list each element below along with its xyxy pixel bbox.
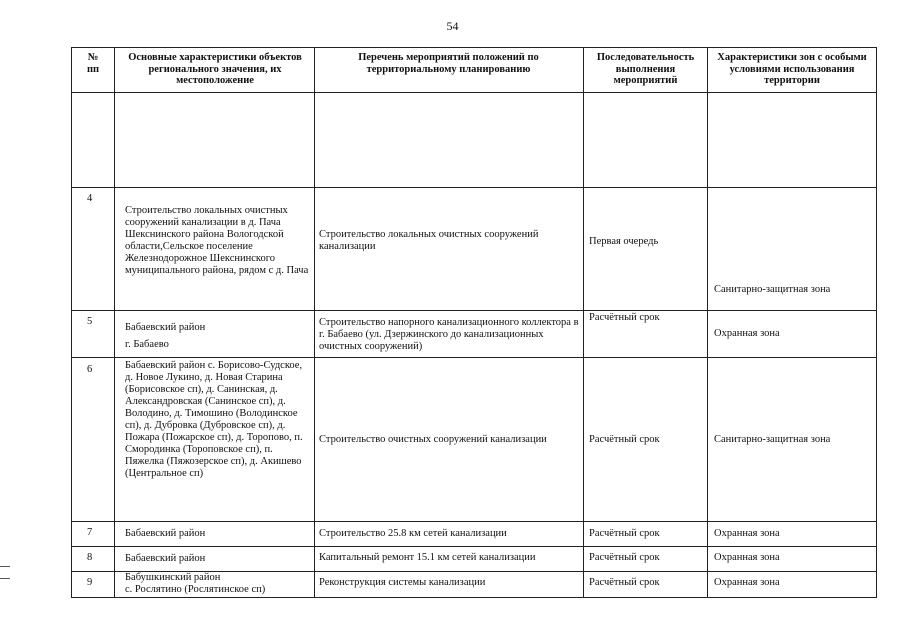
row-num: 5 (87, 316, 93, 327)
row-measure: Строительство локальных очистных сооружений канализации (319, 229, 539, 252)
row-num: 6 (87, 364, 93, 375)
row-sequence: Расчётный срок (589, 552, 660, 563)
row-measure: Строительство 25.8 км сетей канализации (319, 528, 507, 539)
margin-mark (0, 578, 10, 579)
row-sequence: Расчётный срок (589, 434, 660, 445)
row-num: 9 (87, 577, 93, 588)
header-zones: Характеристики зон с особыми условиями использования территории (717, 52, 867, 86)
row-measure: Реконструкция системы канализации (319, 577, 486, 588)
row-measure: Строительство напорного канализационного коллектора в г. Бабаево (ул. Дзержинского до канализационных очистных сооружений) (319, 317, 579, 352)
header-num: № пп (86, 52, 100, 75)
row-measure: Капитальный ремонт 15.1 км сетей канализации (319, 552, 536, 563)
planning-table (71, 47, 877, 598)
row-object-line2: г. Бабаево (125, 339, 169, 350)
margin-mark (0, 566, 10, 567)
row-object: Бабаевский район (125, 528, 206, 539)
row-zone: Охранная зона (714, 552, 780, 563)
row-zone: Охранная зона (714, 328, 780, 339)
row-zone: Охранная зона (714, 577, 780, 588)
row-object-line1: Бабушкинский район (125, 572, 221, 583)
row-sequence: Первая очередь (589, 236, 659, 247)
row-sequence: Расчётный срок (589, 312, 660, 323)
header-sequence: Последовательность выполнения мероприятий (596, 52, 695, 86)
row-zone: Охранная зона (714, 528, 780, 539)
header-measures: Перечень мероприятий положений по территориальному планированию (358, 52, 539, 75)
row-object: Строительство локальных очистных сооружений канализации в д. Пача Шекснинского района Вологодской области,Сельское поселение Железнодорожное Шекснинского муниципального района, рядом с д. Пача (125, 205, 309, 276)
row-object-line2: с. Рослятино (Рослятинское сп) (125, 584, 266, 595)
row-object: Бабаевский район (125, 553, 206, 564)
row-sequence: Расчётный срок (589, 528, 660, 539)
row-sequence: Расчётный срок (589, 577, 660, 588)
row-num: 4 (87, 193, 93, 204)
row-object-line1: Бабаевский район (125, 322, 206, 333)
page-number: 54 (446, 19, 459, 33)
row-num: 8 (87, 552, 93, 563)
row-measure: Строительство очистных сооружений канализации (319, 434, 547, 445)
row-zone: Санитарно-защитная зона (714, 434, 831, 445)
header-objects: Основные характеристики объектов регионального значения, их местоположение (128, 52, 302, 86)
row-zone: Санитарно-защитная зона (714, 284, 831, 295)
row-object: Бабаевский район с. Борисово-Судское, д. Новое Лукино, д. Новая Старина (Борисовское сп), д. Санинская, д. Александровская (Санинское сп), д. Володино, д. Тимошино (Володинское сп), д. Дубровка (Дубровское сп), д. Пожара (Пожарское сп), д. Торопово, п. Смородинка (Тороповское сп), п. Пяжелка (Пяжозерское сп), д. Акишево (Центральное сп) (125, 360, 303, 479)
row-num: 7 (87, 527, 93, 538)
